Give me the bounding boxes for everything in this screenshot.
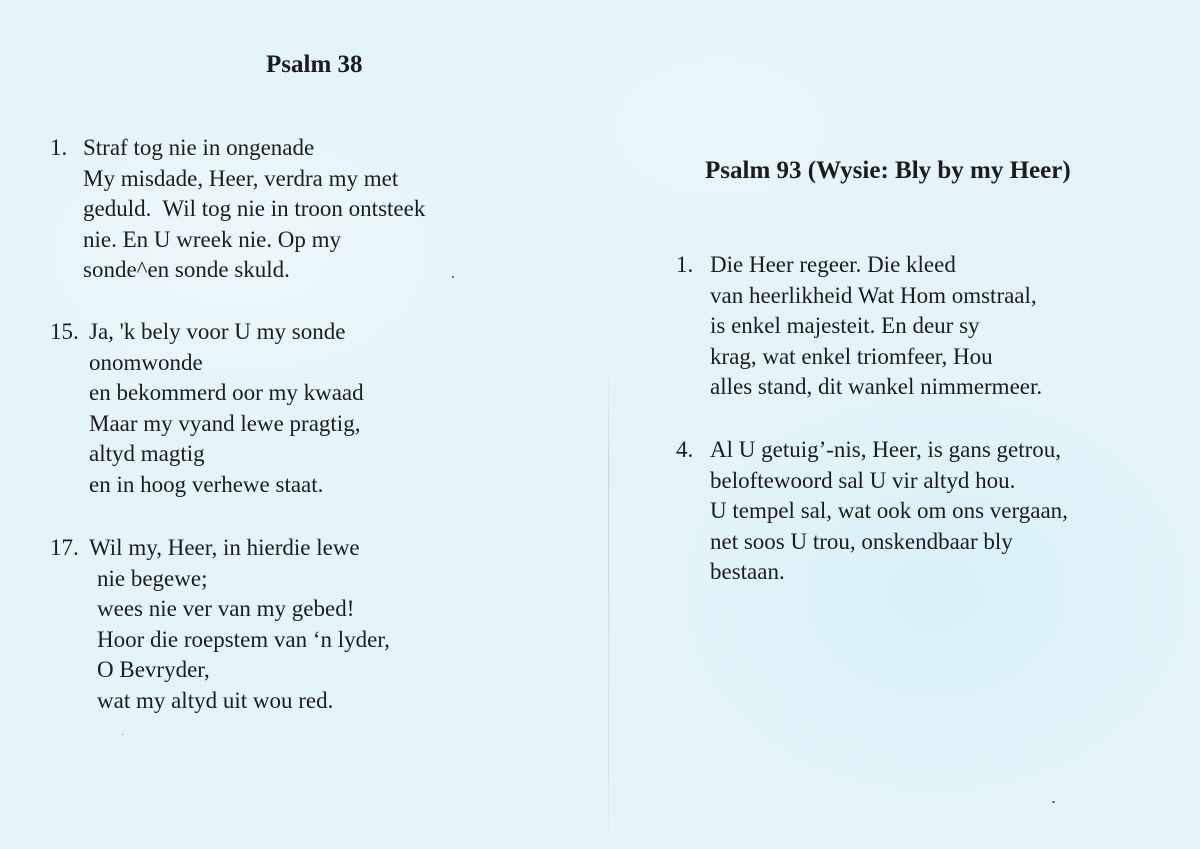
verse-line: geduld. Wil tog nie in troon ontsteek [83, 196, 426, 221]
verse-line: Al U getuig’-nis, Heer, is gans getrou, [710, 437, 1062, 462]
verse-number: 1. [50, 135, 68, 160]
verse-line: U tempel sal, wat ook om ons vergaan, [710, 498, 1068, 523]
verse-line: wees nie ver van my gebed! [97, 596, 355, 621]
verse-line: nie. En U wreek nie. Op my [83, 226, 342, 252]
verse-line: en in hoog verhewe staat. [89, 471, 324, 497]
verse-line: Die Heer regeer. Die kleed [710, 252, 956, 277]
verse-line: en bekommerd oor my kwaad [89, 380, 364, 405]
verse-line: is enkel majesteit. En deur sy [710, 313, 980, 338]
left-page-title: Psalm 38 [266, 51, 363, 78]
psalm-93-verse-4 [676, 435, 1068, 588]
verse-line: onomwonde [89, 349, 203, 375]
verse-line: krag, wat enkel triomfeer, Hou [710, 343, 993, 369]
verse-line: wat my altyd uit wou red. [97, 687, 334, 713]
verse-line: altyd magtig [89, 441, 205, 466]
verse-number: 17. [50, 535, 79, 560]
verse-number: 4. [676, 437, 694, 462]
psalm-38-verse-17 [50, 533, 390, 716]
verse-line: alles stand, dit wankel nimmermeer. [710, 374, 1043, 399]
right-page-title: Psalm 93 (Wysie: Bly by my Heer) [705, 157, 1071, 184]
paper-speck [452, 276, 454, 278]
verse-line: Hoor die roepstem van ‘n lyder, [97, 626, 390, 652]
verse-line: Straf tog nie in ongenade [83, 135, 315, 160]
verse-line: nie begewe; [97, 565, 208, 591]
psalm-38-verse-1 [50, 133, 425, 286]
page-fold-line [608, 360, 609, 849]
verse-line: Wil my, Heer, in hierdie lewe [89, 535, 360, 560]
verse-line: sonde^en sonde skuld. [83, 257, 290, 282]
verse-number: 15. [50, 319, 79, 344]
psalm-38-verse-15 [50, 317, 364, 500]
verse-line: bestaan. [710, 559, 785, 584]
paper-speck [122, 734, 123, 735]
verse-line: net soos U trou, onskendbaar bly [710, 528, 1013, 554]
paper-speck [1052, 801, 1055, 803]
verse-number: 1. [676, 252, 694, 277]
verse-line: van heerlikheid Wat Hom omstraal, [710, 282, 1037, 308]
verse-line: O Bevryder, [97, 657, 210, 682]
verse-line: Ja, 'k bely voor U my sonde [89, 319, 346, 344]
verse-line: My misdade, Heer, verdra my met [83, 165, 399, 191]
verse-line: Maar my vyand lewe pragtig, [89, 410, 361, 436]
psalm-93-verse-1 [676, 250, 1042, 403]
verse-line: beloftewoord sal U vir altyd hou. [710, 467, 1016, 493]
